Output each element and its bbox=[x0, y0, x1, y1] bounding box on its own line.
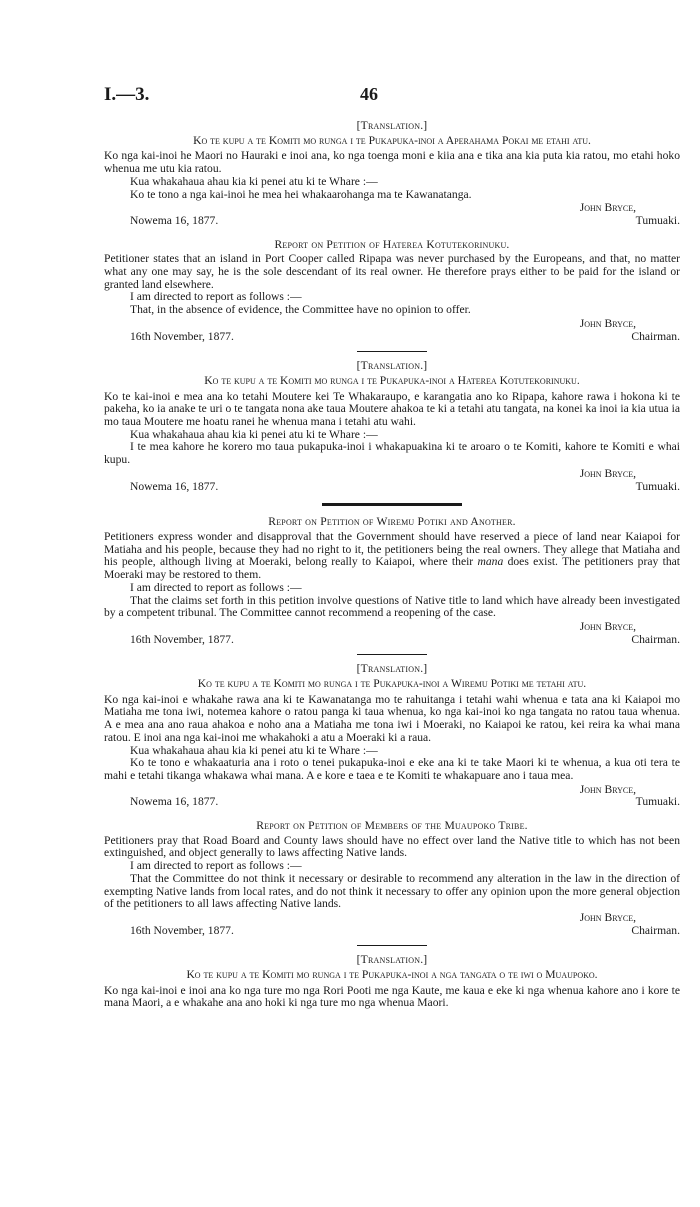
signature: John Bryce, bbox=[579, 782, 636, 796]
paragraph: I am directed to report as follows :— bbox=[130, 290, 302, 304]
translation-bracket: [Translation.] bbox=[356, 662, 428, 676]
divider-rule-thick bbox=[322, 503, 462, 506]
signatory-role: Tumuaki. bbox=[635, 479, 680, 493]
translation-section-potiki bbox=[104, 663, 680, 809]
paragraph: Kua whakahaua ahau kia ki penei atu ki te Whare :— bbox=[130, 427, 378, 441]
paragraph: Kua whakahaua ahau kia ki penei atu ki te Whare :— bbox=[130, 743, 378, 757]
paragraph: Ko te tono a nga kai-inoi he mea hei whakaarohanga ma te Kawanatanga. bbox=[130, 187, 472, 201]
section-title bbox=[104, 239, 680, 252]
divider-rule bbox=[357, 945, 427, 946]
document-id: I.—3. bbox=[104, 84, 150, 105]
translation-section-kotutekorinuku bbox=[104, 360, 680, 493]
signature-row bbox=[104, 925, 680, 938]
signature-row bbox=[104, 215, 680, 228]
paragraph: Petitioner states that an island in Port Cooper called Ripapa was never purchased by the Europeans, and that, no matter what any one may say, he is the sole descendant of its real owner. He therefore prays either to be paid for the island or granted land elsewhere. bbox=[104, 252, 680, 291]
page-header bbox=[0, 84, 700, 106]
page-number: 46 bbox=[360, 84, 378, 104]
title-prefix: Report on Petition of bbox=[274, 237, 380, 251]
paragraph: That the Committee do not think it necessary or desirable to recommend any alteration in the law in the direction of exempting Native lands from local rates, and do not think it necessary to offer any opinion upon the more general objection of the petitioners to all laws affecting Native lands. bbox=[104, 871, 680, 911]
paragraph: That the claims set forth in this petition involve questions of Native title to land which have already been investigated by a competent tribunal. The Committee cannot recommend a reopening of the case. bbox=[104, 593, 680, 620]
text-run: Petitioners express wonder and disapproval that the Government should have reserved a piece of land near Kaiapoi for Matiaha and his people, because they had no right to it, the petitioners being the real owners. They allege that Matiaha and his people, although living at Moeraki, belong really to Kaiapoi, where their bbox=[104, 529, 680, 569]
report-section-kotutekorinuku bbox=[104, 239, 680, 344]
divider-rule bbox=[357, 351, 427, 352]
petitioner-name: Wiremu Potiki bbox=[376, 515, 447, 529]
translation-bracket: [Translation.] bbox=[356, 953, 428, 967]
divider-rule bbox=[357, 654, 427, 655]
date: Nowema 16, 1877. bbox=[130, 213, 219, 227]
signature-row bbox=[104, 634, 680, 647]
translation-section-muaupoko bbox=[104, 954, 680, 1010]
signature-row bbox=[104, 796, 680, 809]
signature: John Bryce, bbox=[579, 316, 636, 330]
paragraph: I te mea kahore he korero mo taua pukapuka-inoi i whakapuakina ki te aroaro o te Komiti, kahore te Komiti e whai kupu. bbox=[104, 440, 680, 467]
signatory-role: Chairman. bbox=[631, 329, 680, 343]
signature-row bbox=[104, 331, 680, 344]
date: Nowema 16, 1877. bbox=[130, 795, 219, 809]
date: 16th November, 1877. bbox=[130, 923, 234, 937]
paragraph: Ko nga kai-inoi e whakahe rawa ana ki te Kawanatanga mo te rahuitanga i tetahi wahi whenua e tata ana ki Kaiapoi mo Matiaha me tona iwi, notemea kahore o ratou panga ki taua whenua, ko nga kai-inoi ko nga tangata no ratou taua whenua. A e mea ana ano raua ahakoa e noho ana a Matiaha me tona iwi i Moeraki, no Kaiapoi ke ratou, kei reira ka whai mana ratou. E inoi ana nga kai-inoi me whakahoki a atu a Moeraki ki a raua. bbox=[104, 692, 680, 744]
text-run: does exist. The petitioners pray that Moeraki may be restored to them. bbox=[104, 555, 680, 582]
paragraph: Ko te tono e whakaaturia ana i roto o tenei pukapuka-inoi e eke ana ki te take Maori ki te whenua, a kua oti tera te mahi e tetahi tikanga whakawa whai mana. A e kore e taea e te Komiti te whakapuare ano i taua mea. bbox=[104, 756, 680, 782]
spacer bbox=[104, 809, 680, 818]
report-section-potiki bbox=[104, 516, 680, 646]
date: Nowema 16, 1877. bbox=[130, 479, 219, 493]
paragraph: Petitioners pray that Road Board and County laws should have no effect over land the Native title to which has not been extinguished, and object generally to laws affecting Native lands. bbox=[104, 833, 680, 860]
section-title bbox=[104, 820, 680, 833]
paragraph: That, in the absence of evidence, the Committee have no opinion to offer. bbox=[130, 303, 471, 317]
paragraph: Ko nga kai-inoi he Maori no Hauraki e inoi ana, ko nga toenga moni e kiia ana e tika ana kia puta kia ratou, mo etahi hoko whenua me utu kia ratou. bbox=[104, 149, 680, 176]
paragraph: Ko nga kai-inoi e inoi ana ko nga ture mo nga Rori Pooti me nga Kaute, me kaua e eke ki nga whenua kahore ano i kore te mana Maori, a e whakahe ana ano hoki ki nga ture mo nga whenua Maori. bbox=[104, 983, 680, 1010]
signatory-role: Chairman. bbox=[631, 632, 680, 646]
report-section-muaupoko bbox=[104, 820, 680, 937]
section-title: Ko te kupu a te Komiti mo runga i te Pukapuka-inoi a nga tangata o te iwi o Muaupoko. bbox=[186, 968, 598, 982]
title-prefix: Report on Petition of bbox=[256, 819, 362, 833]
section-title bbox=[104, 516, 680, 529]
petitioner-name: Haterea Kotutekorinuku. bbox=[382, 237, 510, 251]
italic-term: mana bbox=[477, 555, 504, 569]
title-conjunction: of the bbox=[411, 819, 442, 833]
petitioner-name-2: Muaupoko Tribe. bbox=[444, 819, 528, 833]
paragraph bbox=[104, 531, 680, 582]
translation-section-pokai bbox=[104, 120, 680, 228]
signatory-role: Tumuaki. bbox=[635, 795, 680, 809]
petitioner-name: Members bbox=[364, 819, 409, 833]
date: 16th November, 1877. bbox=[130, 329, 234, 343]
translation-bracket: [Translation.] bbox=[356, 119, 428, 132]
petitioner-name-2: Another. bbox=[470, 515, 516, 529]
signature: John Bryce, bbox=[579, 910, 636, 924]
page-content bbox=[104, 118, 680, 1010]
paragraph: I am directed to report as follows :— bbox=[130, 859, 302, 873]
title-prefix: Report on Petition of bbox=[268, 515, 374, 529]
paragraph: Kua whakahaua ahau kia ki penei atu ki te Whare :— bbox=[130, 174, 378, 188]
signature-row bbox=[104, 481, 680, 494]
title-conjunction: and bbox=[449, 515, 468, 529]
signature: John Bryce, bbox=[579, 201, 636, 215]
section-title: Ko te kupu a te Komiti mo runga i te Pukapuka-inoi a Haterea Kotutekorinuku. bbox=[204, 373, 580, 387]
date: 16th November, 1877. bbox=[130, 632, 234, 646]
section-title: Ko te kupu a te Komiti mo runga i te Pukapuka-inoi a Aperahama Pokai me etahi atu. bbox=[193, 133, 591, 147]
paragraph: I am directed to report as follows :— bbox=[130, 580, 302, 594]
signatory-role: Tumuaki. bbox=[635, 213, 680, 227]
paragraph: Ko te kai-inoi e mea ana ko tetahi Moutere kei Te Whakaraupo, e karangatia ano ko Ripapa, kahore rawa i hokona ki te pakeha, ko ia anake te uri o te tangata nona ake taua Moutere ahakoa te ki a tetahi atu tangata, na konei ka inoi ia kia utua ia mo taua Moutere me hoatu ranei he whenua mana i tetahi atu wahi. bbox=[104, 389, 680, 429]
signatory-role: Chairman. bbox=[631, 923, 680, 937]
section-title: Ko te kupu a te Komiti mo runga i te Pukapuka-inoi a Wiremu Potiki me tetahi atu. bbox=[197, 677, 587, 691]
signature: John Bryce, bbox=[579, 466, 636, 480]
translation-bracket: [Translation.] bbox=[356, 359, 428, 373]
signature: John Bryce, bbox=[579, 619, 636, 633]
spacer bbox=[104, 228, 680, 237]
